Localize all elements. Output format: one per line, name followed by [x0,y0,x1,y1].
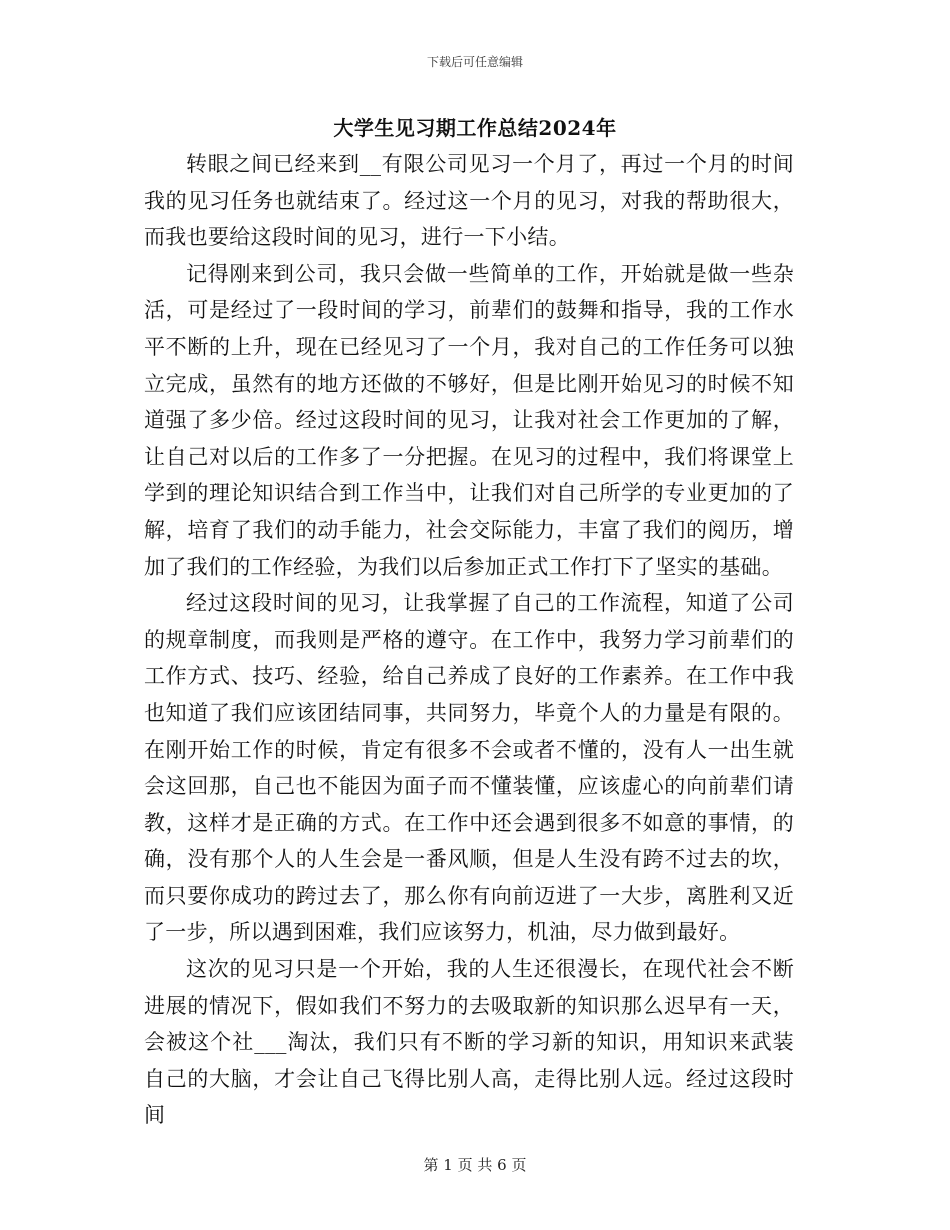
paragraph-2: 记得刚来到公司，我只会做一些简单的工作，开始就是做一些杂活，可是经过了一段时间的学习，前辈们的鼓舞和指导，我的工作水平不断的上升，现在已经见习了一个月，我对自己的工作任务可以独立完成，虽然有的地方还做的不够好，但是比刚开始见习的时候不知道强了多少倍。经过这段时间的见习，让我对社会工作更加的了解，让自己对以后的工作多了一分把握。在见习的过程中，我们将课堂上学到的理论知识结合到工作当中，让我们对自己所学的专业更加的了解，培育了我们的动手能力，社会交际能力，丰富了我们的阅历，增加了我们的工作经验，为我们以后参加正式工作打下了坚实的基础。 [144,261,794,579]
document-title: 大学生见习期工作总结2024年 [333,116,617,140]
paragraph-1: 转眼之间已经来到__有限公司见习一个月了，再过一个月的时间我的见习任务也就结束了。经过这一个月的见习，对我的帮助很大，而我也要给这段时间的见习，进行一下小结。 [144,152,794,250]
page-number: 第 1 页 共 6 页 [423,1156,527,1174]
paragraph-4: 这次的见习只是一个开始，我的人生还很漫长，在现代社会不断进展的情况下，假如我们不努力的去吸取新的知识那么迟早有一天，会被这个社___淘汰，我们只有不断的学习新的知识，用知识来武装自己的大脑，才会让自己飞得比别人高，走得比别人远。经过这段时间 [144,957,794,1128]
page-header: 下载后可任意编辑 [426,55,523,69]
paragraph-3: 经过这段时间的见习，让我掌握了自己的工作流程，知道了公司的规章制度，而我则是严格的遵守。在工作中，我努力学习前辈们的工作方式、技巧、经验，给自己养成了良好的工作素养。在工作中我也知道了我们应该团结同事，共同努力，毕竟个人的力量是有限的。在刚开始工作的时候，肯定有很多不会或者不懂的，没有人一出生就会这回那，自己也不能因为面子而不懂装懂，应该虚心的向前辈们请教，这样才是正确的方式。在工作中还会遇到很多不如意的事情，的确，没有那个人的人生会是一番风顺，但是人生没有跨不过去的坎，而只要你成功的跨过去了，那么你有向前迈进了一大步，离胜利又近了一步，所以遇到困难，我们应该努力，机油，尽力做到最好。 [144,591,794,945]
document-body [144,146,794,1134]
